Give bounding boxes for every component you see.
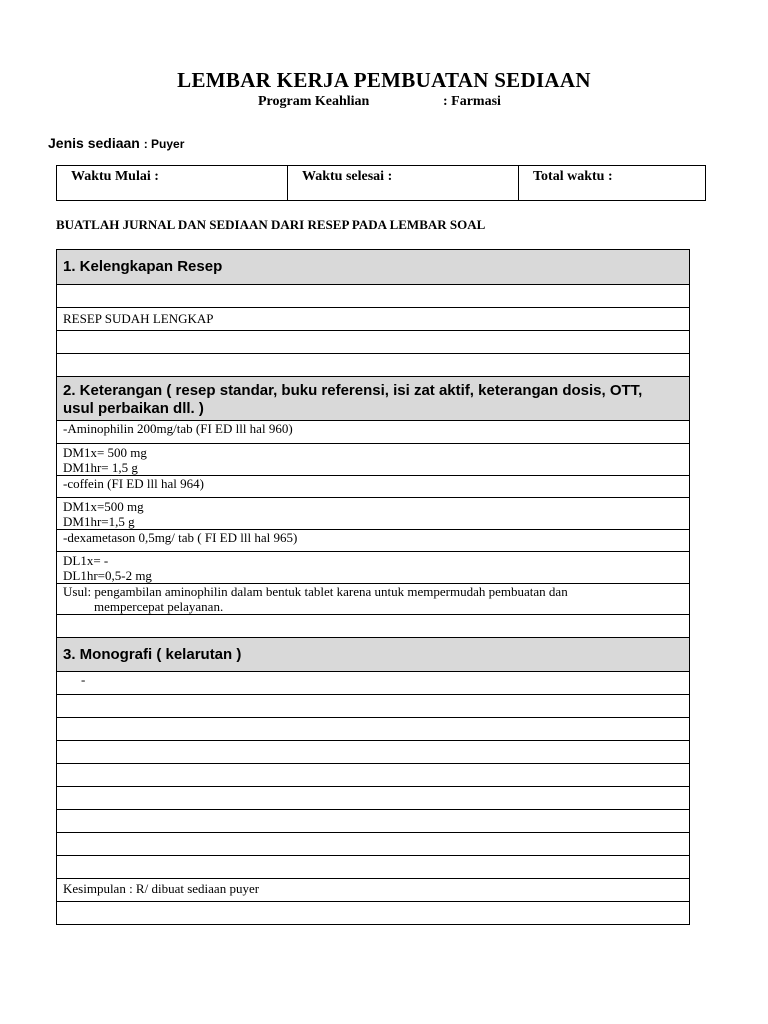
aminophilin-row[interactable]: -Aminophilin 200mg/tab (FI ED lll hal 960): [57, 420, 689, 443]
form-row-empty[interactable]: [57, 809, 689, 832]
dexametason-dl1x: DL1x= -: [63, 553, 109, 568]
form-row-empty[interactable]: [57, 353, 689, 376]
jenis-sediaan-label: Jenis sediaan: [48, 135, 140, 151]
dexametason-row[interactable]: -dexametason 0,5mg/ tab ( FI ED lll hal 965): [57, 529, 689, 551]
aminophilin-dm1hr: DM1hr= 1,5 g: [63, 460, 138, 475]
aminophilin-dm1x: DM1x= 500 mg: [63, 445, 147, 460]
resep-status-row[interactable]: RESEP SUDAH LENGKAP: [57, 307, 689, 330]
jenis-sediaan: [48, 135, 184, 151]
start-time-label: Waktu Mulai :: [71, 169, 159, 184]
section-1-header: 1. Kelengkapan Resep: [57, 250, 689, 284]
end-time-label: Waktu selesai :: [302, 169, 393, 184]
page-title: LEMBAR KERJA PEMBUATAN SEDIAAN: [177, 68, 591, 92]
jenis-sediaan-value: : Puyer: [143, 137, 185, 151]
program-label: Program Keahlian: [258, 94, 370, 109]
coffein-dose-row[interactable]: [57, 497, 689, 529]
monografi-dash: -: [81, 672, 86, 687]
coffein-row[interactable]: -coffein (FI ED lll hal 964): [57, 475, 689, 497]
usul-line-1: Usul: pengambilan aminophilin dalam bentuk tablet karena untuk mempermudah pembuatan dan: [63, 584, 568, 599]
section-2-header: [57, 376, 689, 420]
form-row-empty[interactable]: [57, 763, 689, 786]
usul-line-2: mempercepat pelayanan.: [94, 599, 224, 614]
end-time-field[interactable]: [288, 166, 519, 200]
section-2-header-line2: usul perbaikan dll. ): [63, 400, 204, 417]
time-table: [56, 165, 706, 201]
dexametason-dl1hr: DL1hr=0,5-2 mg: [63, 568, 152, 583]
total-time-field[interactable]: [519, 166, 705, 200]
form-row-empty[interactable]: [57, 694, 689, 717]
kesimpulan-row[interactable]: Kesimpulan : R/ dibuat sediaan puyer: [57, 878, 689, 901]
coffein-dm1x: DM1x=500 mg: [63, 499, 144, 514]
aminophilin-dose-row[interactable]: [57, 443, 689, 475]
coffein-dm1hr: DM1hr=1,5 g: [63, 514, 135, 529]
start-time-field[interactable]: [57, 166, 288, 200]
form-row-empty[interactable]: [57, 901, 689, 924]
form-row-empty[interactable]: [57, 855, 689, 878]
monografi-row[interactable]: [57, 671, 689, 694]
form-row-empty[interactable]: [57, 786, 689, 809]
form-row-empty[interactable]: [57, 832, 689, 855]
usul-row[interactable]: [57, 583, 689, 614]
form-row-empty[interactable]: [57, 717, 689, 740]
section-3-header: 3. Monografi ( kelarutan ): [57, 637, 689, 671]
journal-form: [56, 249, 690, 925]
program-value: : Farmasi: [443, 94, 501, 109]
form-row-empty[interactable]: [57, 284, 689, 307]
section-2-header-line1: 2. Keterangan ( resep standar, buku referensi, isi zat aktif, keterangan dosis, OTT,: [63, 382, 643, 399]
form-row-empty[interactable]: [57, 614, 689, 637]
instruction-text: BUATLAH JURNAL DAN SEDIAAN DARI RESEP PADA LEMBAR SOAL: [56, 217, 486, 232]
form-row-empty[interactable]: [57, 330, 689, 353]
total-time-label: Total waktu :: [533, 169, 613, 184]
dexametason-dose-row[interactable]: [57, 551, 689, 583]
form-row-empty[interactable]: [57, 740, 689, 763]
